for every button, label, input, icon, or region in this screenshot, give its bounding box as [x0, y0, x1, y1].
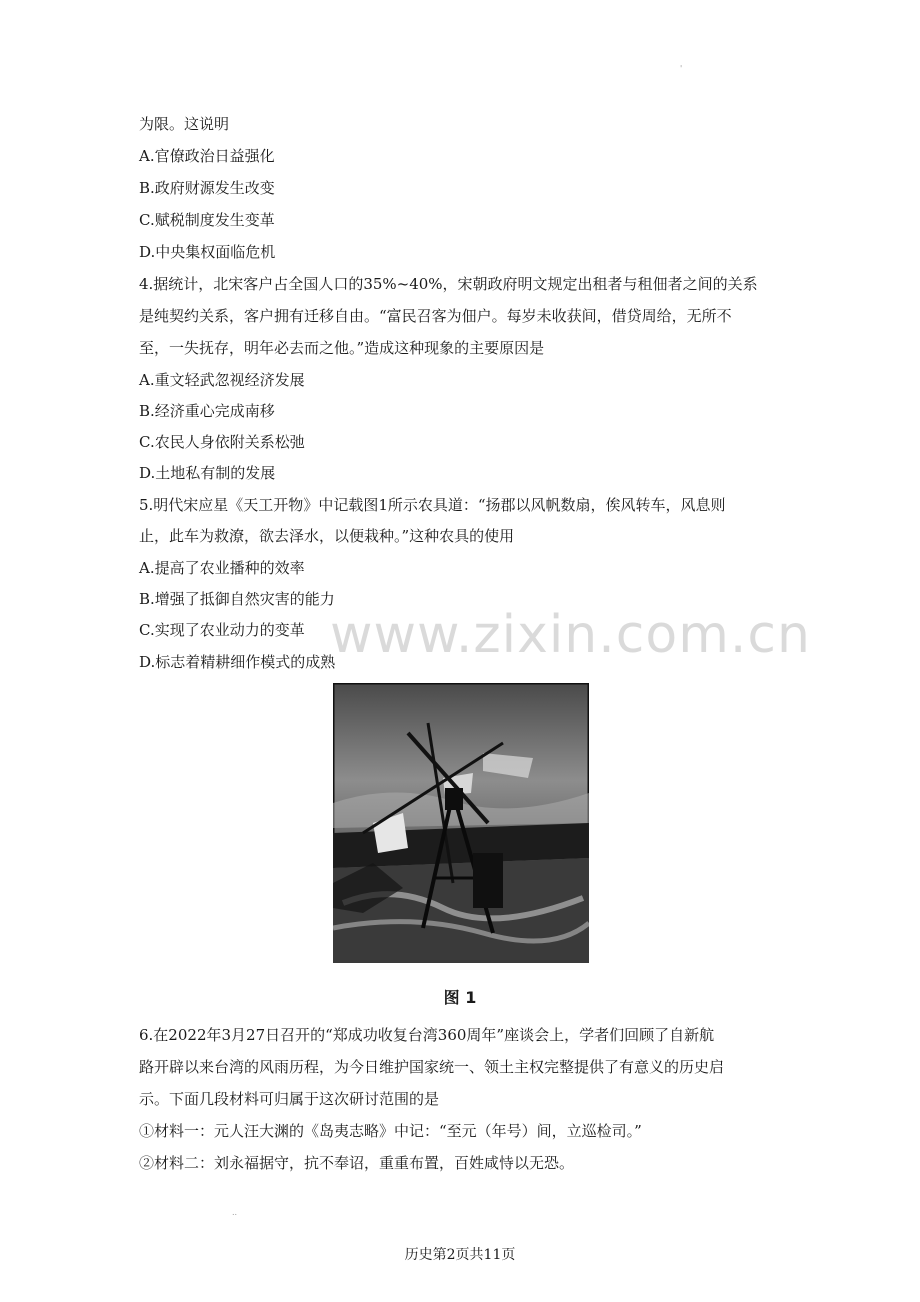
- figure-1-photo: [333, 683, 589, 963]
- material-1: ①材料一：元人汪大渊的《岛夷志略》中记：“至元（年号）间，立巡检司。”: [139, 1122, 642, 1140]
- material-2: ②材料二：刘永福据守，抗不奉诏，重重布置，百姓咸恃以无恐。: [139, 1154, 575, 1172]
- question-6-stem: 路开辟以来台湾的风雨历程，为今日维护国家统一、领土主权完整提供了有意义的历史启: [139, 1058, 725, 1076]
- option-b: B.增强了抵御自然灾害的能力: [139, 590, 335, 608]
- question-6-stem: 6.在2022年3月27日召开的“郑成功收复台湾360周年”座谈会上，学者们回顾了自新航: [139, 1026, 715, 1044]
- option-d: D.土地私有制的发展: [139, 464, 276, 482]
- watermark: www.zixin.com.cn: [330, 605, 811, 665]
- option-c: C.农民人身依附关系松弛: [139, 433, 305, 451]
- question-4-stem: 至，一失抚存，明年必去而之他。”造成这种现象的主要原因是: [139, 339, 545, 357]
- text-line: 为限。这说明: [139, 115, 230, 133]
- question-4-stem: 4.据统计，北宋客户占全国人口的35%~40%，宋朝政府明文规定出租者与租佃者之间的关系: [139, 275, 758, 293]
- option-c: C.实现了农业动力的变革: [139, 621, 305, 639]
- question-4-stem: 是纯契约关系，客户拥有迁移自由。“富民召客为佃户。每岁未收获间，借贷周给，无所不: [139, 307, 732, 325]
- question-6-stem: 示。下面几段材料可归属于这次研讨范围的是: [139, 1090, 440, 1108]
- figure-caption: 图 1: [443, 988, 477, 1007]
- option-a: A.重文轻武忽视经济发展: [139, 371, 305, 389]
- scan-speck: ..: [232, 1208, 238, 1217]
- page-footer: 历史第2页共11页: [404, 1247, 516, 1263]
- question-5-stem: 5.明代宋应星《天工开物》中记载图1所示农具道：“扬郡以风帆数扇，俟风转车，风息则: [139, 496, 726, 514]
- option-b: B.政府财源发生改变: [139, 179, 275, 197]
- scan-speck: ': [680, 64, 683, 73]
- option-a: A.官僚政治日益强化: [139, 147, 275, 165]
- option-d: D.标志着精耕细作模式的成熟: [139, 653, 336, 671]
- option-a: A.提高了农业播种的效率: [139, 559, 305, 577]
- option-c: C.赋税制度发生变革: [139, 211, 275, 229]
- option-d: D.中央集权面临危机: [139, 243, 276, 261]
- question-5-stem: 止，此车为救潦，欲去泽水，以便栽种。”这种农具的使用: [139, 527, 515, 545]
- option-b: B.经济重心完成南移: [139, 402, 275, 420]
